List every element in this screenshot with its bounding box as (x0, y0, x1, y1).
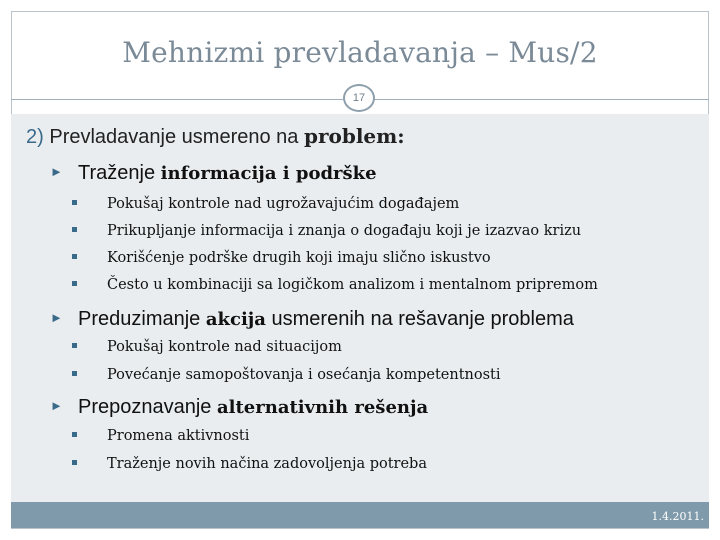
list-item (72, 223, 581, 239)
square-bullet-icon (72, 200, 77, 205)
square-bullet-icon (72, 371, 77, 376)
section-heading (50, 162, 377, 185)
section-prefix: Preduzimanje (78, 308, 206, 330)
square-bullet-icon (72, 254, 77, 259)
list-item (72, 196, 459, 212)
section-heading (50, 396, 428, 419)
list-item-text: Pokušaj kontrole nad ugrožavajućim događajem (107, 196, 460, 212)
square-bullet-icon (72, 343, 77, 348)
section-prefix: Prepoznavanje (78, 396, 217, 418)
heading-bold: problem: (303, 124, 405, 148)
list-item (72, 277, 598, 293)
section-bold: akcija (205, 309, 266, 330)
footer-date: 1.4.2011. (651, 510, 704, 523)
section-suffix: usmerenih na rešavanje problema (265, 308, 574, 330)
list-item (72, 428, 249, 444)
section-heading (50, 308, 574, 331)
list-item-text: Promena aktivnosti (107, 428, 250, 444)
list-item (72, 456, 427, 472)
list-item (72, 250, 491, 266)
list-item-text: Korišćenje podrške drugih koji imaju slično iskustvo (107, 250, 491, 266)
square-bullet-icon (72, 432, 77, 437)
main-heading (26, 124, 405, 149)
arrow-bullet-icon: ► (50, 164, 63, 179)
slide-title: Mehnizmi prevladavanja – Mus/2 (122, 36, 598, 69)
list-item (72, 339, 342, 355)
section-bold: alternativnih rešenja (216, 397, 429, 418)
arrow-bullet-icon: ► (50, 398, 63, 413)
list-item-text: Često u kombinaciji sa logičkom analizom i mentalnom pripremom (107, 277, 598, 293)
list-item-text: Traženje novih načina zadovoljenja potreba (107, 456, 427, 472)
square-bullet-icon (72, 281, 77, 286)
slide-number-badge: 17 (343, 84, 375, 112)
footer-bar (11, 502, 709, 528)
list-item-text: Pokušaj kontrole nad situacijom (107, 339, 342, 355)
heading-text: Prevladavanje usmereno na (49, 126, 304, 148)
heading-number: 2) (26, 126, 44, 148)
section-prefix: Traženje (78, 162, 161, 184)
square-bullet-icon (72, 227, 77, 232)
arrow-bullet-icon: ► (50, 310, 63, 325)
section-bold: informacija i podrške (160, 163, 377, 184)
list-item-text: Povećanje samopoštovanja i osećanja kompetentnosti (107, 367, 501, 383)
square-bullet-icon (72, 460, 77, 465)
list-item-text: Prikupljanje informacija i znanja o događaju koji je izazvao krizu (107, 223, 582, 239)
list-item (72, 367, 501, 383)
